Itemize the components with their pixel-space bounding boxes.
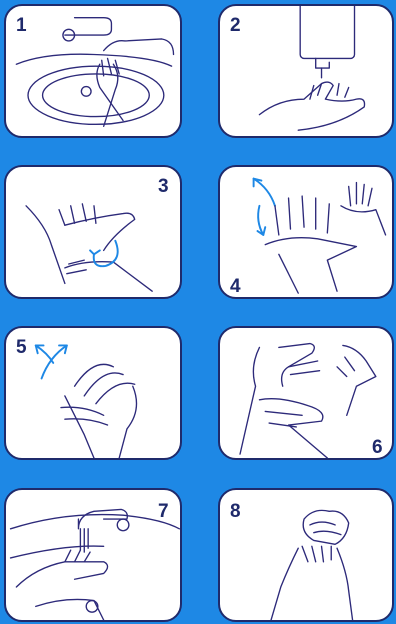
step-number: 6 xyxy=(372,437,383,458)
step-number: 2 xyxy=(230,15,241,36)
rub-back-of-hands-icon xyxy=(220,167,392,297)
rub-thumbs-icon xyxy=(220,328,392,458)
step-number: 3 xyxy=(158,176,169,197)
step-card-7 xyxy=(4,488,182,622)
wet-hands-icon xyxy=(6,6,180,136)
step-card-4 xyxy=(218,165,394,299)
dry-hands-icon xyxy=(220,490,392,620)
soap-dispenser-icon xyxy=(220,6,392,136)
step-number: 5 xyxy=(16,337,27,358)
rub-palms-icon xyxy=(6,167,180,297)
step-number: 4 xyxy=(230,276,241,297)
rinse-hands-icon xyxy=(6,490,180,620)
step-number: 8 xyxy=(230,501,241,522)
step-number: 1 xyxy=(16,15,27,36)
step-card-6 xyxy=(218,326,394,460)
step-card-8 xyxy=(218,488,394,622)
step-card-2 xyxy=(218,4,394,138)
step-card-1 xyxy=(4,4,182,138)
step-card-3 xyxy=(4,165,182,299)
step-number: 7 xyxy=(158,501,169,522)
step-card-5 xyxy=(4,326,182,460)
interlace-fingers-icon xyxy=(6,328,180,458)
